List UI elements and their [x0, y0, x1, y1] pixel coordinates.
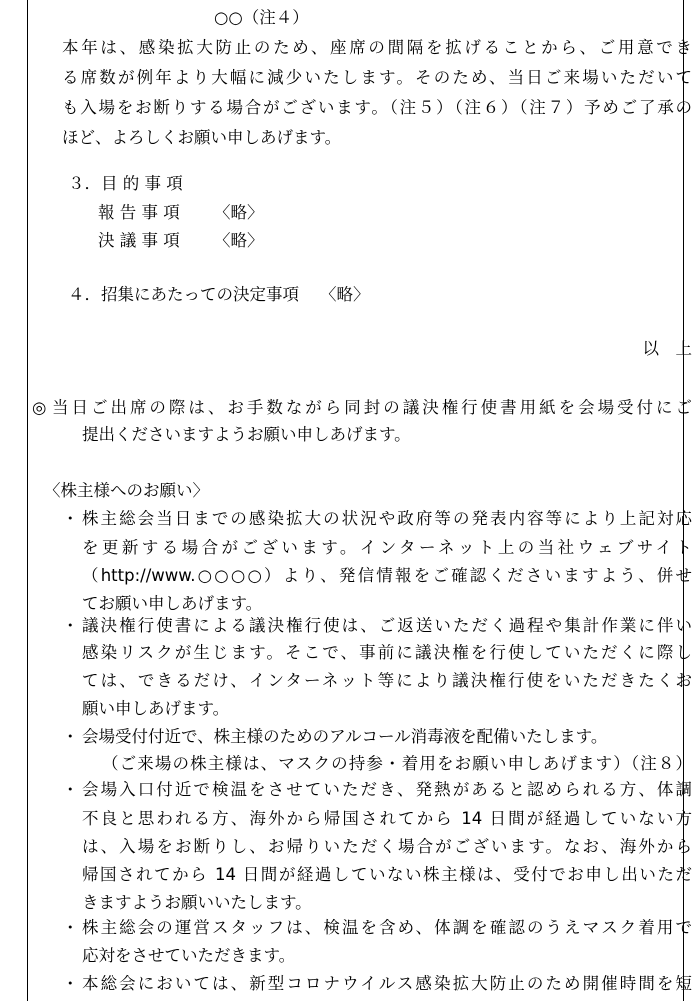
intro-line: る席数が例年より大幅に減少いたします。そのため、当日ご来場いただいて: [62, 68, 692, 87]
double-circle-icon: ◎: [32, 398, 47, 417]
request-item-2: [62, 611, 692, 641]
bullet-icon: ・: [62, 616, 79, 635]
request-line: きますようお願いいたします。: [82, 893, 312, 912]
section-4-heading: ４．招集にあたっての決定事項: [68, 285, 299, 304]
request-line: 株主総会当日までの感染拡大の状況や政府等の発表内容等により上記対応: [82, 509, 692, 528]
request-item-1: [62, 504, 692, 534]
request-line: 議決権行使書による議決権行使は、ご返送いただく過程や集計作業に伴い: [82, 616, 692, 635]
requests-heading: 〈株主様へのお願い〉: [44, 481, 209, 500]
closing-mark: 以 上: [642, 339, 692, 358]
request-line: 感染リスクが生じます。そこで、事前に議決権を行使していただくに際し: [82, 643, 692, 662]
report-items-value: 〈略〉: [214, 203, 264, 222]
request-line: は、入場をお断りし、お帰りいただく場合がございます。なお、海外から: [82, 837, 692, 856]
note-reference: ○○（注４）: [214, 8, 309, 27]
request-line: 願い申しあげます。: [82, 699, 230, 718]
request-line: 株主総会の運営スタッフは、検温を含め、体調を確認のうえマスク着用で: [82, 918, 692, 937]
bullet-icon: ・: [62, 974, 79, 993]
resolution-items-value: 〈略〉: [214, 231, 264, 250]
request-line: 本総会においては、新型コロナウイルス感染拡大防止のため開催時間を短: [82, 974, 692, 993]
section-4-value: 〈略〉: [320, 285, 370, 304]
attendance-note-line: 提出くださいますようお願い申しあげます。: [82, 425, 411, 444]
request-line: 不良と思われる方、海外から帰国されてから 14 日間が経過していない方: [82, 809, 692, 828]
bullet-icon: ・: [62, 727, 79, 746]
document-page: [27, 0, 692, 1001]
intro-line: も入場をお断りする場合がございます。（注５）（注６）（注７）予めご了承の: [62, 98, 692, 117]
resolution-items-label: 決 議 事 項: [98, 231, 180, 250]
report-items-label: 報 告 事 項: [98, 203, 180, 222]
request-item-3: [62, 722, 692, 752]
request-line: 帰国されてから 14 日間が経過していない株主様は、受付でお申し出いただ: [82, 865, 692, 884]
attendance-note-line: 当日ご出席の際は、お手数ながら同封の議決権行使書用紙を会場受付にご: [52, 398, 692, 417]
request-item-4: [62, 775, 692, 805]
request-line: 応対をさせていただきます。: [82, 946, 296, 965]
bullet-icon: ・: [62, 509, 79, 528]
request-line: を更新する場合がございます。インターネット上の当社ウェブサイト: [82, 538, 692, 557]
bullet-icon: ・: [62, 918, 79, 937]
request-line: てお願い申しあげます。: [82, 594, 263, 613]
request-subline: （ご来場の株主様は、マスクの持参・着用をお願い申しあげます）（注８）: [102, 754, 692, 773]
request-item-6: [62, 969, 692, 999]
intro-line: 本年は、感染拡大防止のため、座席の間隔を拡げることから、ご用意でき: [62, 38, 692, 57]
section-3-heading: ３．目 的 事 項: [68, 174, 183, 193]
request-line: （http://www.○○○○）より、発信情報をご確認くださいますよう、併せ: [82, 566, 692, 585]
bullet-icon: ・: [62, 780, 79, 799]
request-line: 会場受付付近で、株主様のためのアルコール消毒液を配備いたします。: [82, 727, 608, 746]
request-line: ては、できるだけ、インターネット等により議決権行使をいただきたくお: [82, 671, 692, 690]
request-item-5: [62, 913, 692, 943]
intro-line: ほど、よろしくお願い申しあげます。: [62, 128, 342, 147]
attendance-note: [32, 393, 692, 423]
request-line: 会場入口付近で検温をさせていただき、発熱があると認められる方、体調: [82, 780, 692, 799]
